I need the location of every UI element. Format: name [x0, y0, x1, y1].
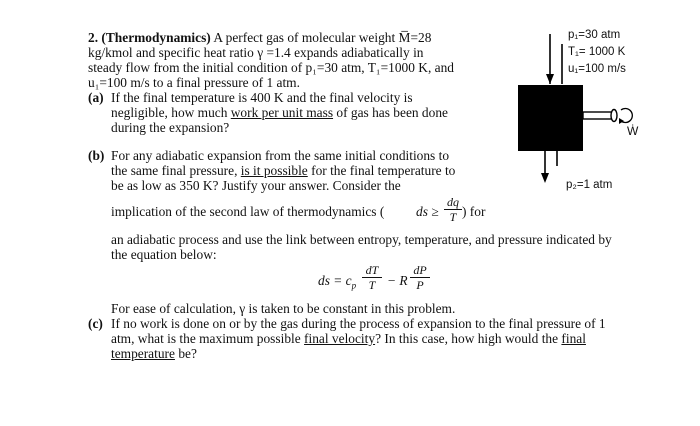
part-a-line-2-post: of gas has been done: [336, 105, 448, 120]
part-c-line-3: [111, 347, 197, 362]
problem-topic: (Thermodynamics): [101, 30, 211, 45]
equation-subscript-p: p: [351, 280, 357, 291]
part-c-line-2: [111, 332, 586, 347]
inlet-pressure-label: p₁=30 atm: [568, 29, 621, 41]
problem-intro-line-1: [88, 31, 431, 46]
work-rotation-arrow: [621, 109, 632, 123]
equation-minus-r: − R: [387, 273, 408, 288]
part-a-line-2: [111, 106, 448, 121]
p-denominator: P: [416, 278, 424, 292]
part-c-line-2-pre: atm, what is the maximum possible: [111, 331, 301, 346]
part-a-label: (a): [88, 90, 104, 105]
work-rate-label: Ẇ: [627, 124, 639, 138]
part-a-line-2-pre: negligible, how much: [111, 105, 228, 120]
work-per-unit-mass-text: work per unit mass: [230, 105, 334, 120]
part-c-line-3-post: be?: [178, 346, 197, 361]
part-b-line-1: For any adiabatic expansion from the same initial conditions to: [111, 148, 450, 163]
part-b-label: (b): [88, 148, 105, 163]
part-b-line-3: be as low as 350 K? Justify your answer. Consider the: [111, 178, 401, 193]
control-volume-block: [518, 85, 583, 151]
dp-over-p-fraction: [410, 264, 430, 291]
outlet-pressure-label: p₂=1 atm: [566, 179, 613, 191]
work-shaft-end: [611, 110, 617, 122]
dq-over-t-fraction: [444, 196, 462, 223]
dt-numerator: dT: [365, 263, 379, 277]
problem-number: 2.: [88, 30, 99, 45]
part-b-line-5: an adiabatic process and use the link between entropy, temperature, and pressure indicated by: [111, 232, 612, 247]
t-denominator: T: [449, 210, 457, 224]
work-rotation-arrow-head: [619, 118, 624, 124]
temperature-text: temperature: [111, 346, 175, 361]
equation-lhs: [318, 274, 356, 293]
outlet-arrow-left-head: [541, 173, 549, 183]
inlet-temperature-label: T₁= 1000 K: [568, 46, 626, 58]
part-b-line-2: [111, 164, 455, 179]
work-shaft: [583, 112, 613, 119]
dt-over-t-fraction: [362, 264, 382, 291]
dp-numerator: dP: [413, 263, 427, 277]
inlet-velocity-label: u₁=100 m/s: [568, 63, 626, 75]
ds-inequality: ds ≥: [416, 204, 439, 219]
part-a-line-3: during the expansion?: [111, 120, 230, 135]
dq-numerator: dq: [447, 195, 459, 209]
inlet-arrow-left-head: [546, 74, 554, 84]
part-b-line-2-pre: the same final pressure,: [111, 163, 238, 178]
part-b-line-4-post: ) for: [462, 204, 486, 219]
final-velocity-text: final velocity: [304, 331, 376, 346]
is-it-possible-text: is it possible: [240, 163, 308, 178]
intro-text-2: kg/kmol and specific heat ratio γ =1.4 expands adiabatically in: [88, 45, 424, 60]
t-denominator-eq: T: [368, 278, 376, 292]
part-b-line-6: the equation below:: [111, 247, 217, 262]
part-a-line-1: If the final temperature is 400 K and the final velocity is: [111, 90, 413, 105]
part-b-line-2-post: for the final temperature to: [311, 163, 456, 178]
final-text: final: [561, 331, 586, 346]
intro-text-4: u₁=100 m/s to a final pressure of 1 atm.: [88, 75, 300, 90]
intro-text-1: A perfect gas of molecular weight M̅=28: [213, 30, 432, 45]
part-c-line-2-post: ? In this case, how high would the: [375, 331, 559, 346]
part-b-line-4-pre: implication of the second law of thermodynamics (: [111, 204, 385, 219]
intro-text-3: steady flow from the initial condition of p₁=30 atm, T₁=1000 K, and: [88, 60, 454, 75]
part-c-line-1: If no work is done on or by the gas during the process of expansion to the final pressure of 1: [111, 316, 606, 331]
gamma-note: For ease of calculation, γ is taken to be constant in this problem.: [111, 301, 456, 316]
part-c-label: (c): [88, 316, 103, 331]
equation-ds-cp: ds = c: [318, 273, 352, 288]
